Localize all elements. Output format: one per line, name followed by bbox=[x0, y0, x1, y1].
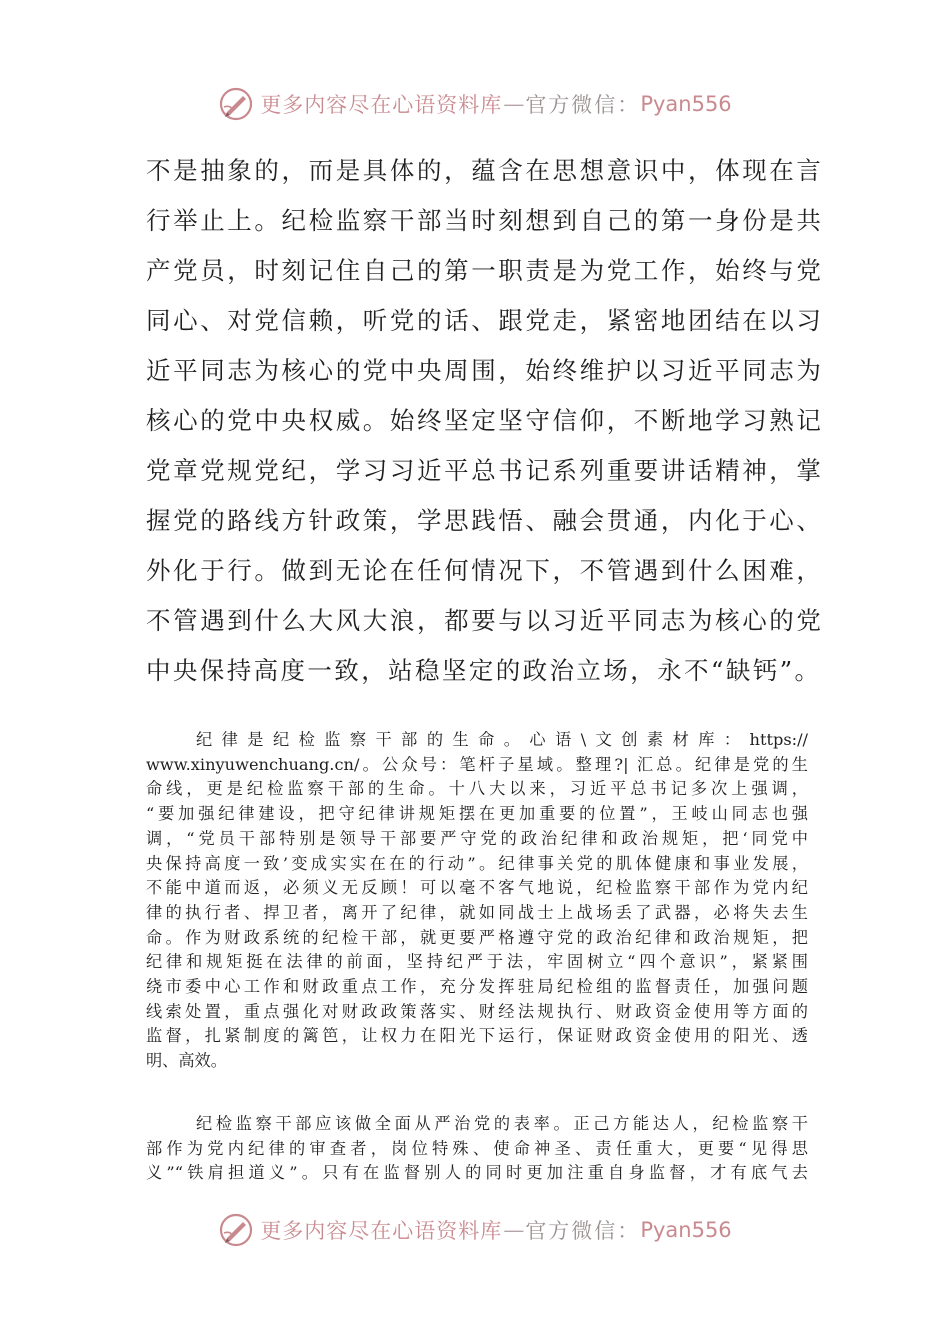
footer-banner bbox=[0, 1208, 950, 1252]
text-line: 部作为党内纪律的审查者，岗位特殊、使命神圣、责任重大，更要“见得思 bbox=[146, 1138, 808, 1158]
text-line: 纪检监察干部应该做全面从严治党的表率。正己方能达人，纪检监察干 bbox=[196, 1114, 808, 1133]
text-line: 调，“党员干部特别是领导干部要严守党的政治纪律和政治规矩，把‘同党中 bbox=[146, 828, 808, 848]
paragraph-discipline bbox=[146, 728, 808, 1074]
text-line: 不管遇到什么大风大浪，都要与以习近平同志为核心的党 bbox=[146, 606, 824, 635]
banner-wechat-id: Pyan556 bbox=[640, 92, 732, 116]
banner-wechat-label: 官方微信： bbox=[525, 93, 641, 117]
text-line: 线索处置，重点强化对财政政策落实、财经法规执行、财政资金使用等方面的 bbox=[146, 1001, 808, 1021]
text-line: 命。作为财政系统的纪检干部，就更要严格遵守党的政治纪律和政治规矩，把 bbox=[146, 927, 808, 947]
text-line: 行举止上。纪检监察干部当时刻想到自己的第一身份是共 bbox=[146, 206, 824, 235]
banner-wechat-id: Pyan556 bbox=[640, 1218, 732, 1242]
text-line: 纪律和规矩挺在法律的前面，坚持纪严于法，牢固树立“四个意识”，紧紧围 bbox=[146, 952, 808, 972]
text-line: 握党的路线方针政策，学思践悟、融会贯通，内化于心、 bbox=[146, 506, 824, 535]
banner-wechat-label: 官方微信： bbox=[525, 1219, 641, 1243]
text-line: 监督，扎紧制度的篱笆，让权力在阳光下运行，保证财政资金使用的阳光、透 bbox=[146, 1026, 808, 1046]
pen-logo-icon bbox=[218, 1212, 254, 1248]
text-line: 近平同志为核心的党中央周围，始终维护以习近平同志为 bbox=[146, 356, 824, 385]
text-line: 纪律是纪检监察干部的生命。心语\文创素材库：https:// bbox=[196, 730, 808, 749]
banner-text: 更多内容尽在心语资料库 bbox=[260, 93, 503, 117]
paragraph-large bbox=[146, 146, 824, 696]
text-line: 不能中道而返，必须义无反顾！可以毫不客气地说，纪检监察干部作为党内纪 bbox=[146, 878, 808, 898]
text-line: 产党员，时刻记住自己的第一职责是为党工作，始终与党 bbox=[146, 256, 824, 285]
text-line: 明、高效。 bbox=[146, 1051, 227, 1071]
banner-dash: — bbox=[503, 1218, 525, 1242]
text-line: 央保持高度一致’变成实实在在的行动”。纪律事关党的肌体健康和事业发展， bbox=[146, 853, 808, 873]
text-line: 不是抽象的，而是具体的，蕴含在思想意识中，体现在言 bbox=[146, 156, 824, 185]
text-line: www.xinyuwenchuang.cn/。公众号：笔杆子星域。整理?| 汇总。纪律是党的生 bbox=[146, 754, 808, 774]
text-line: 义”“铁肩担道义”。只有在监督别人的同时更加注重自身监督，才有底气去 bbox=[146, 1163, 808, 1183]
text-line: “要加强纪律建设，把守纪律讲规矩摆在更加重要的位置”，王岐山同志也强 bbox=[146, 804, 808, 824]
header-banner bbox=[0, 82, 950, 126]
text-line: 命线，更是纪检监察干部的生命。十八大以来，习近平总书记多次上强调， bbox=[146, 779, 808, 799]
text-line: 绕市委中心工作和财政重点工作，充分发挥驻局纪检组的监督责任，加强问题 bbox=[146, 977, 808, 997]
text-line: 核心的党中央权威。始终坚定坚守信仰，不断地学习熟记 bbox=[146, 406, 824, 435]
text-line: 律的执行者、捍卫者，离开了纪律，就如同战士上战场丢了武器，必将失去生 bbox=[146, 902, 808, 922]
pen-logo-icon bbox=[218, 86, 254, 122]
text-line: 外化于行。做到无论在任何情况下，不管遇到什么困难， bbox=[146, 556, 824, 585]
paragraph-example bbox=[146, 1112, 808, 1186]
text-line: 党章党规党纪，学习习近平总书记系列重要讲话精神，掌 bbox=[146, 456, 824, 485]
text-line: 同心、对党信赖，听党的话、跟党走，紧密地团结在以习 bbox=[146, 306, 824, 335]
text-line: 中央保持高度一致，站稳坚定的政治立场，永不“缺钙”。 bbox=[146, 656, 822, 685]
banner-text: 更多内容尽在心语资料库 bbox=[260, 1219, 503, 1243]
banner-dash: — bbox=[503, 92, 525, 116]
